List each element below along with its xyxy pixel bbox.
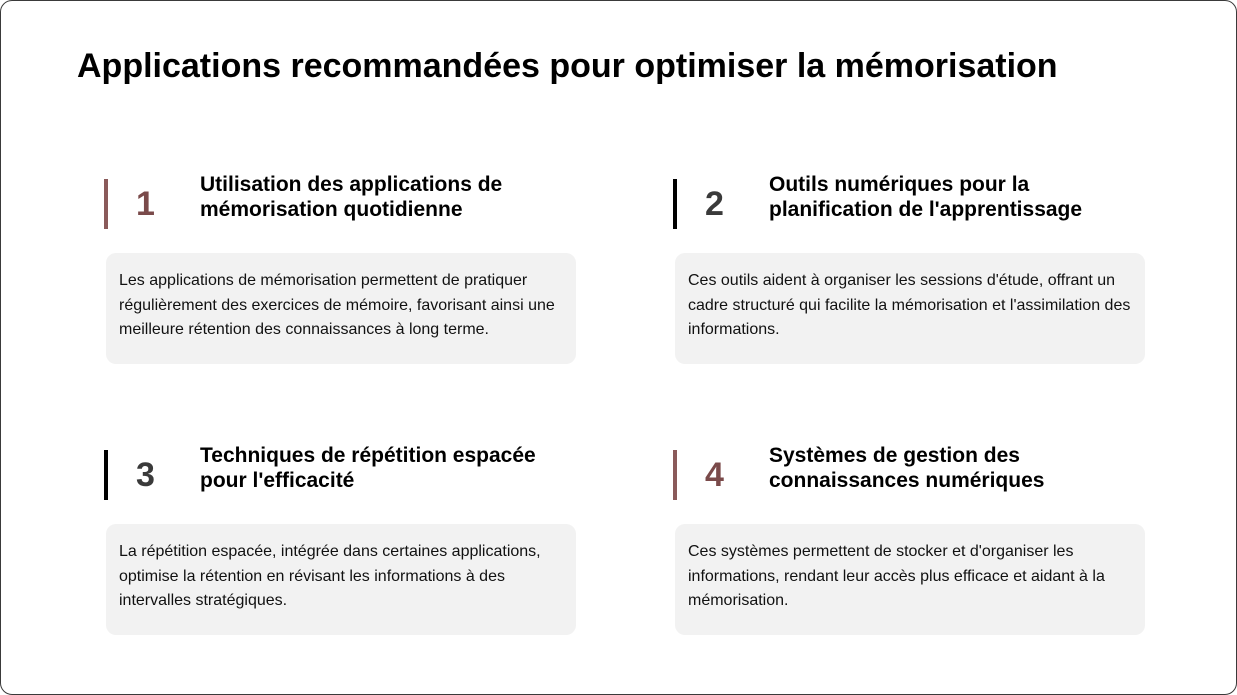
item-description: La répétition espacée, intégrée dans certaines applications, optimise la rétention en révisant les informations à des intervalles stratégiques.	[106, 524, 576, 635]
item-header	[104, 172, 574, 230]
item-description: Ces outils aident à organiser les sessions d'étude, offrant un cadre structuré qui facilite la mémorisation et l'assimilation des informations.	[675, 253, 1145, 364]
item-accent-bar	[104, 179, 108, 229]
item-heading: Systèmes de gestion des connaissances numériques	[769, 444, 1045, 492]
item-number: 4	[705, 456, 724, 494]
item-4	[673, 443, 1143, 609]
item-3	[104, 443, 574, 609]
item-header	[673, 172, 1143, 230]
item-accent-bar	[673, 450, 677, 500]
item-number: 2	[705, 185, 724, 223]
item-accent-bar	[673, 179, 677, 229]
item-heading: Utilisation des applications de mémorisation quotidienne	[200, 173, 503, 221]
item-number: 1	[136, 185, 155, 223]
item-header	[673, 443, 1143, 501]
page-title: Applications recommandées pour optimiser la mémorisation	[77, 47, 1058, 85]
item-description: Ces systèmes permettent de stocker et d'organiser les informations, rendant leur accès plus efficace et aidant à la mémorisation.	[675, 524, 1145, 635]
item-heading: Outils numériques pour la planification de l'apprentissage	[769, 173, 1083, 221]
item-2	[673, 172, 1143, 338]
item-accent-bar	[104, 450, 108, 500]
item-description: Les applications de mémorisation permettent de pratiquer régulièrement des exercices de mémoire, favorisant ainsi une meilleure rétention des connaissances à long terme.	[106, 253, 576, 364]
item-1	[104, 172, 574, 338]
item-number: 3	[136, 456, 155, 494]
item-heading: Techniques de répétition espacée pour l'efficacité	[200, 444, 536, 492]
item-header	[104, 443, 574, 501]
